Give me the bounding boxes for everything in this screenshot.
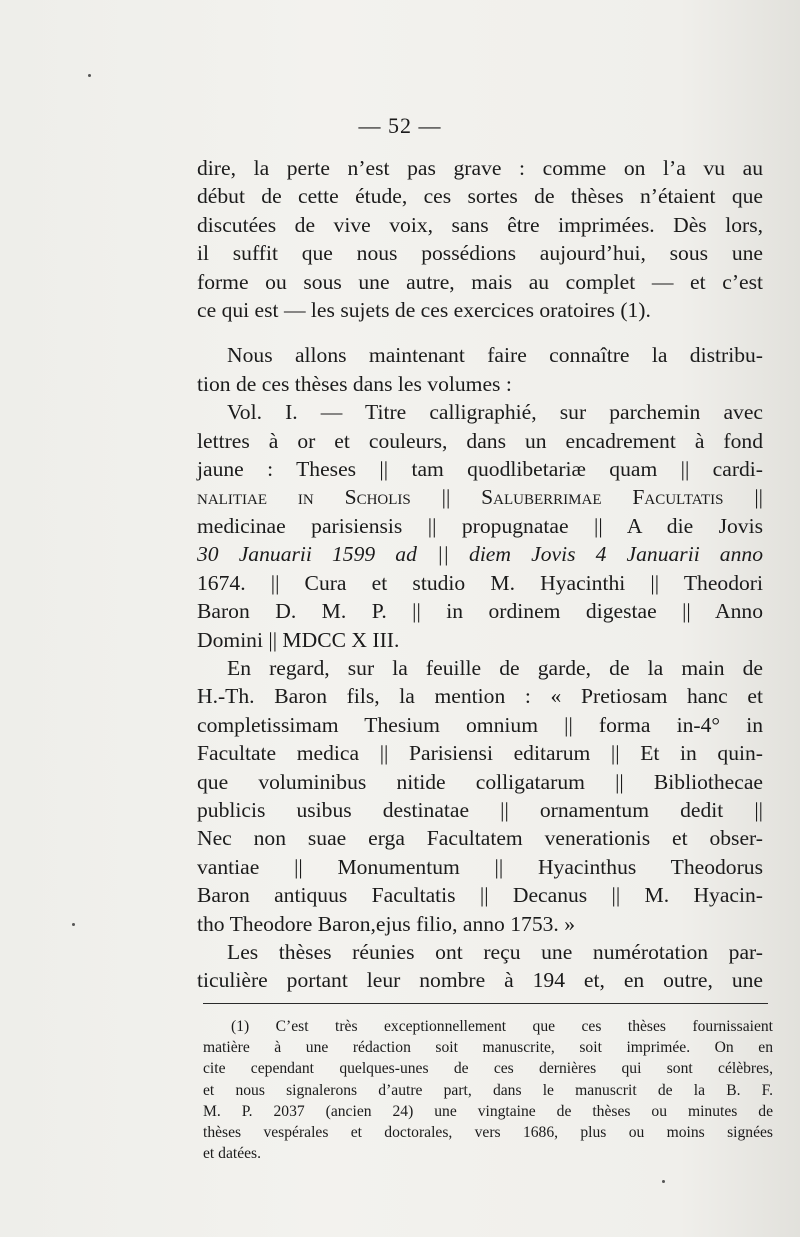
text-line: medicinae parisiensis || propugnatae || A die Jovis bbox=[197, 513, 763, 538]
text-line: vantiae || Monumentum || Hyacinthus Theodorus bbox=[197, 854, 763, 879]
footnote-line: (1) C’est très exceptionnellement que ces thèses fournissaient bbox=[231, 1018, 773, 1035]
text-line: Nous allons maintenant faire connaître la distribu- bbox=[227, 343, 763, 368]
text-line: 30 Januarii 1599 ad || diem Jovis 4 Januarii anno bbox=[197, 542, 763, 567]
text-line: H.-Th. Baron fils, la mention : « Pretiosam hanc et bbox=[197, 684, 763, 709]
text-line: discutées de vive voix, sans être imprimées. Dès lors, bbox=[197, 212, 763, 237]
text-line: tion de ces thèses dans les volumes : bbox=[197, 371, 512, 396]
footnote-line: et nous signalerons d’autre part, dans le manuscrit de la B. F. bbox=[203, 1081, 773, 1099]
text-line: Les thèses réunies ont reçu une numérotation par- bbox=[227, 939, 763, 964]
text-line: lettres à or et couleurs, dans un encadrement à fond bbox=[197, 428, 763, 453]
footnote-line: thèses vespérales et doctorales, vers 1686, plus ou moins signées bbox=[203, 1124, 773, 1142]
text-line: 1674. || Cura et studio M. Hyacinthi || Theodori bbox=[197, 570, 763, 595]
footnote bbox=[203, 1016, 773, 1164]
footnote-line: cite cependant quelques-unes de ces dernières qui sont célèbres, bbox=[203, 1060, 773, 1078]
paper-speck bbox=[88, 74, 91, 77]
text-line: forme ou sous une autre, mais au complet — et c’est bbox=[197, 269, 763, 294]
text-line: ce qui est — les sujets de ces exercices oratoires (1). bbox=[197, 298, 651, 323]
text-line: que voluminibus nitide colligatarum || Bibliothecae bbox=[197, 769, 763, 794]
text-line: tho Theodore Baron,ejus filio, anno 1753. » bbox=[197, 911, 576, 936]
text-line: Baron D. M. P. || in ordinem digestae || Anno bbox=[197, 599, 763, 624]
text-line: début de cette étude, ces sortes de thèses n’étaient que bbox=[197, 184, 763, 209]
text-line: nalitiae in Scholis || Saluberrimae Facultatis || bbox=[197, 485, 763, 510]
text-line: il suffit que nous possédions aujourd’hui, sous une bbox=[197, 241, 763, 266]
text-line: ticulière portant leur nombre à 194 et, en outre, une bbox=[197, 968, 763, 993]
paper-speck bbox=[72, 923, 75, 926]
text-line: Vol. I. — Titre calligraphié, sur parchemin avec bbox=[227, 400, 763, 425]
paper-speck bbox=[662, 1180, 665, 1183]
footnote-line: et datées. bbox=[203, 1145, 262, 1163]
footnote-line: matière à une rédaction soit manuscrite, soit imprimée. On en bbox=[203, 1039, 773, 1057]
text-line: dire, la perte n’est pas grave : comme on l’a vu au bbox=[197, 156, 763, 180]
text-line: En regard, sur la feuille de garde, de la main de bbox=[227, 655, 763, 680]
text-line: jaune : Theses || tam quodlibetariæ quam || cardi- bbox=[197, 457, 763, 482]
text-line: Domini || MDCC X III. bbox=[197, 627, 400, 652]
text-line: completissimam Thesium omnium || forma in-4° in bbox=[197, 712, 763, 737]
text-line: Facultate medica || Parisiensi editarum || Et in quin- bbox=[197, 741, 763, 766]
paragraph-gap bbox=[197, 324, 763, 341]
text-line: Baron antiquus Facultatis || Decanus || M. Hyacin- bbox=[197, 883, 763, 908]
text-line: Nec non suae erga Facultatem venerationis et obser- bbox=[197, 826, 763, 851]
footnote-line: M. P. 2037 (ancien 24) une vingtaine de thèses ou minutes de bbox=[203, 1102, 773, 1120]
page-number: — 52 — bbox=[358, 113, 442, 138]
text-line: publicis usibus destinatae || ornamentum dedit || bbox=[197, 797, 763, 822]
body-text bbox=[197, 154, 763, 995]
footnote-separator bbox=[203, 1003, 768, 1004]
